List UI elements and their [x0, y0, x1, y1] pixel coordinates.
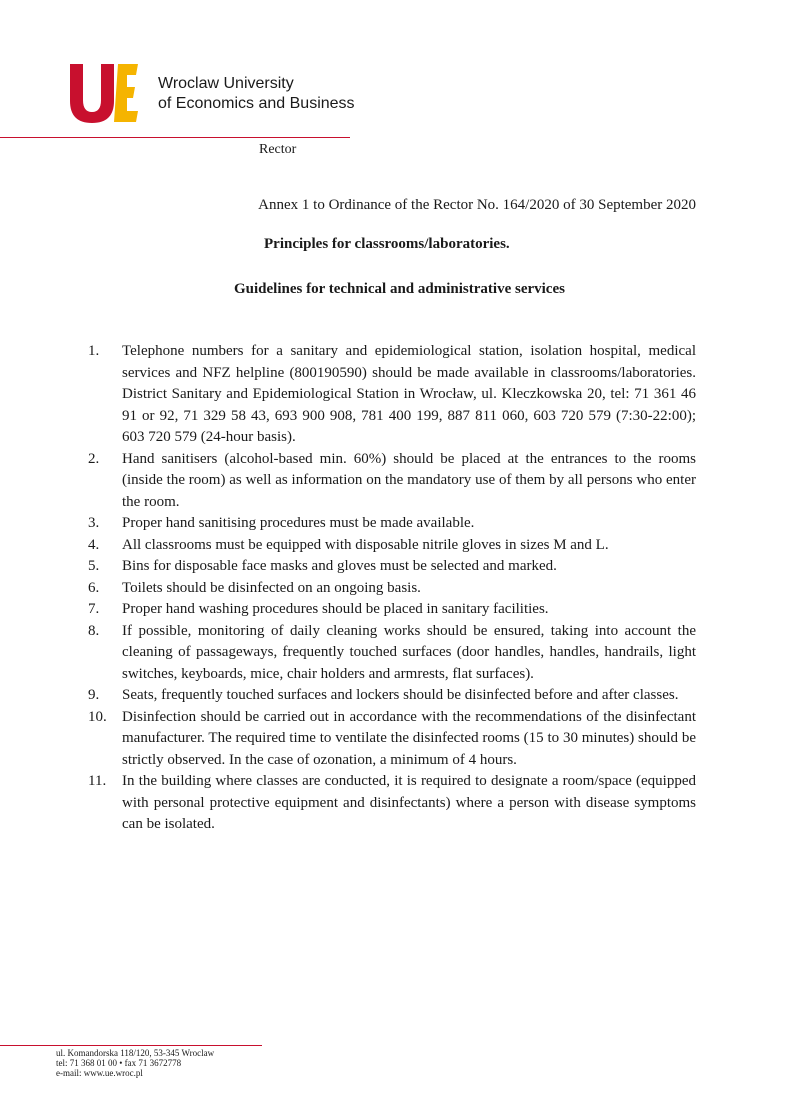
list-item-number: 9. — [88, 687, 100, 703]
list-item — [88, 556, 696, 578]
footer-phone: tel: 71 368 01 00 • fax 71 3672778 — [56, 1058, 182, 1068]
list-item-text: Proper hand washing procedures should be placed in sanitary facilities. — [122, 601, 549, 617]
list-item-number: 3. — [88, 515, 100, 531]
list-item-number: 8. — [88, 622, 100, 639]
list-item-number: 7. — [88, 601, 100, 617]
list-item-number: 5. — [88, 558, 100, 574]
office-label: Rector — [259, 142, 297, 157]
ue-logo-icon — [68, 62, 140, 124]
list-item-number: 4. — [88, 536, 100, 553]
footer-divider — [0, 1045, 262, 1046]
document-subtitle: Guidelines for technical and administrative services — [234, 281, 565, 297]
list-item — [88, 685, 696, 707]
list-item-text: In the building where classes are conducted, it is required to designate a room/space (equipped with personal protective equipment and disinfectants) where a person with disease symptoms can be isolated. — [122, 773, 696, 832]
list-item-number: 10. — [88, 708, 107, 725]
document-title: Principles for classrooms/laboratories. — [264, 236, 510, 252]
university-name-line1: Wroclaw University — [158, 75, 294, 92]
list-item — [88, 578, 696, 600]
list-item-text: Toilets should be disinfected on an ongoing basis. — [122, 579, 421, 596]
list-item-number: 11. — [88, 773, 107, 789]
list-item — [88, 707, 696, 772]
footer-address: ul. Komandorska 118/120, 53-345 Wroclaw — [56, 1048, 215, 1058]
annex-reference: Annex 1 to Ordinance of the Rector No. 164/2020 of 30 September 2020 — [258, 197, 696, 213]
list-item-text: Proper hand sanitising procedures must be made available. — [122, 515, 475, 531]
list-item — [88, 599, 696, 621]
list-item-text: Disinfection should be carried out in accordance with the recommendations of the disinfectant manufacturer. The required time to ventilate the disinfected rooms (15 to 30 minutes) should be strictly observed. In the case of ozonation, a minimum of 4 hours. — [122, 708, 696, 768]
footer-contact — [56, 1048, 214, 1078]
list-item-number: 2. — [88, 450, 100, 467]
university-name-line2: of Economics and Business — [158, 95, 355, 112]
list-item-text: Hand sanitisers (alcohol-based min. 60%) should be placed at the entrances to the rooms (inside the room) as well as information on the mandatory use of them by all persons who enter the room. — [122, 450, 696, 510]
list-item-text: Telephone numbers for a sanitary and epidemiological station, isolation hospital, medical services and NFZ helpline (800190590) should be made available in classrooms/laboratories. District Sanitary and Epidemiological Station in Wrocław, ul. Kleczkowska 20, tel: 71 361 46 91 or 92, 71 329 58 43, 693 900 908, 781 400 199, 887 811 060, 603 720 579 (7:30-22:00); 603 720 579 (24-hour basis). — [122, 343, 696, 445]
university-name — [158, 74, 355, 114]
list-item — [88, 621, 696, 686]
list-item-text: If possible, monitoring of daily cleaning works should be ensured, taking into account the cleaning of passageways, frequently touched surfaces (door handles, handles, handrails, light switches, keyboards, mice, chair holders and armrests, flat surfaces). — [122, 622, 696, 682]
list-item-text: Bins for disposable face masks and gloves must be selected and marked. — [122, 558, 557, 574]
list-item — [88, 513, 696, 535]
list-item-number: 1. — [88, 343, 100, 359]
list-item — [88, 341, 696, 449]
footer-email: e-mail: www.ue.wroc.pl — [56, 1068, 143, 1078]
guidelines-list — [88, 341, 696, 836]
list-item — [88, 449, 696, 514]
header-divider — [0, 137, 350, 138]
list-item — [88, 535, 696, 557]
list-item-text: All classrooms must be equipped with disposable nitrile gloves in sizes M and L. — [122, 536, 609, 553]
list-item-number: 6. — [88, 579, 100, 596]
university-logo — [68, 62, 355, 126]
list-item — [88, 771, 696, 836]
list-item-text: Seats, frequently touched surfaces and lockers should be disinfected before and after classes. — [122, 687, 679, 703]
